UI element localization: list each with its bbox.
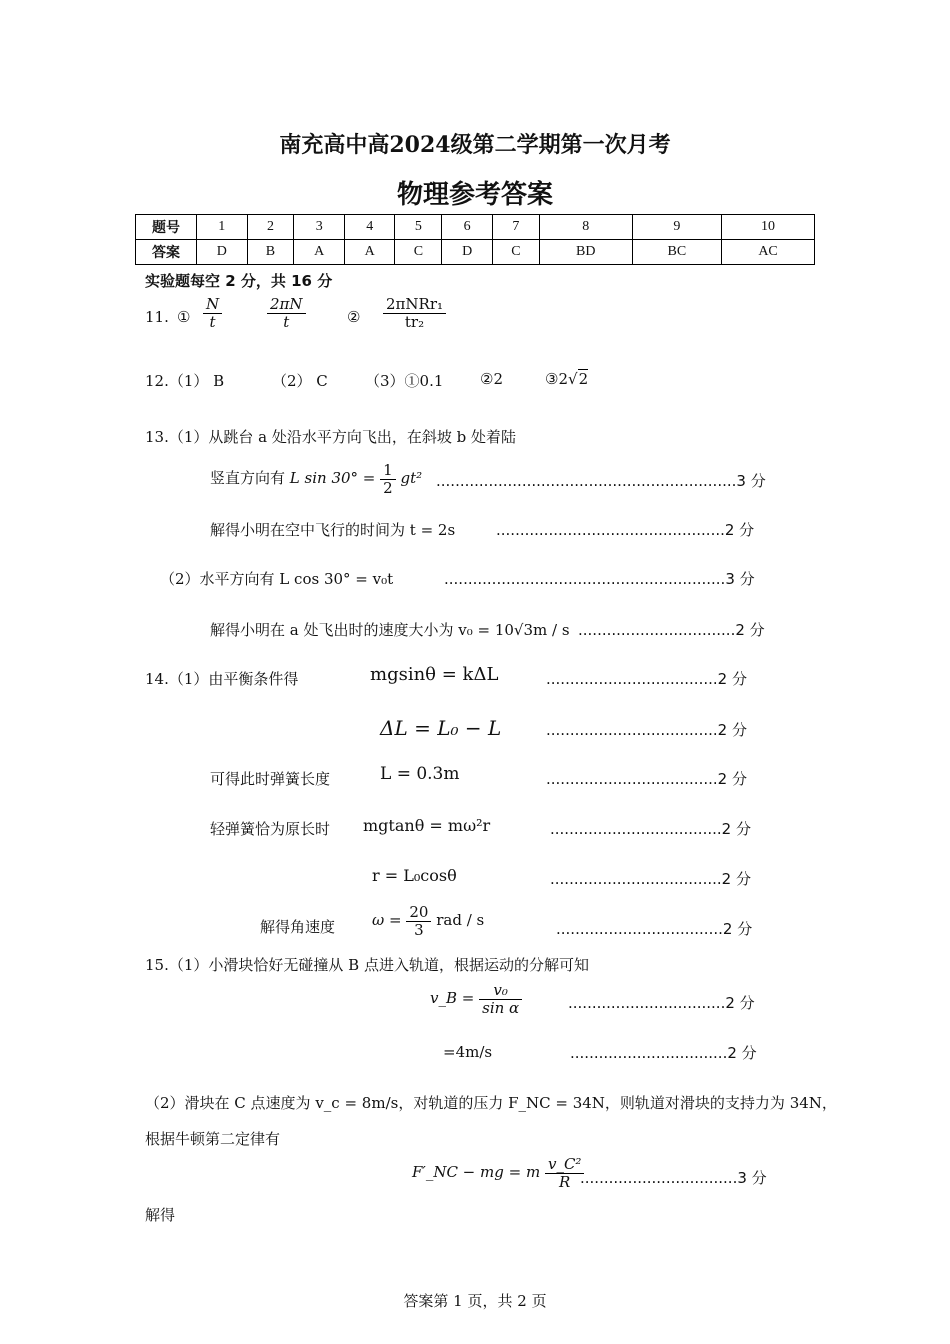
q15-line-1: 15.（1）小滑块恰好无碰撞从 B 点进入轨道，根据运动的分解可知 — [145, 956, 589, 974]
q14-l2-eq: ΔL = L₀ − L — [380, 716, 502, 740]
q15-line-5: 根据牛顿第二定律有 — [145, 1130, 281, 1148]
page-footer: 答案第 1 页，共 2 页 — [403, 1292, 547, 1310]
q14-line-1: 14.（1）由平衡条件得 — [145, 670, 299, 688]
q14-l1-eq: mgsinθ = kΔL — [370, 664, 499, 685]
q14-l2-score: ....................................2 分 — [546, 721, 747, 739]
q13-l4-score: ...........................................................3 分 — [444, 570, 755, 588]
table-cell: D — [442, 240, 493, 265]
fraction-denominator: sin α — [482, 998, 520, 1017]
q15-line-7: 解得 — [145, 1206, 176, 1224]
q13-line-4: （2）水平方向有 L cos 30° = v₀t — [160, 570, 394, 588]
q14-line-6: 解得角速度 — [260, 918, 336, 936]
q14-line-4: 轻弹簧恰为原长时 — [210, 820, 331, 838]
q14-l4-score: ....................................2 分 — [550, 820, 751, 838]
experiment-note: 实验题每空 2 分，共 16 分 — [145, 272, 333, 290]
q15-l2-eq — [430, 982, 522, 1016]
q14-l6-eq — [372, 904, 484, 938]
q15-l6-eq-a: F′_NC − mg = m — [412, 1163, 541, 1181]
fraction-denominator: R — [559, 1172, 571, 1191]
q13-line-2 — [210, 462, 422, 496]
q13-line-1: 13.（1）从跳台 a 处沿水平方向飞出，在斜坡 b 处着陆 — [145, 428, 517, 446]
fraction-denominator: t — [283, 312, 290, 331]
q14-l5-score: ....................................2 分 — [550, 870, 751, 888]
table-cell: 9 — [632, 215, 721, 240]
q12-circle-3: ③ — [545, 370, 559, 388]
q15-l6-fraction — [545, 1156, 584, 1190]
q15-l6-score: .................................3 分 — [580, 1169, 767, 1187]
q12-part-3: （3）①0.1 — [365, 372, 444, 390]
q14-l6-eq-b: rad / s — [436, 911, 485, 929]
table-cell: C — [395, 240, 442, 265]
q13-l2-eq-b: gt² — [400, 469, 423, 487]
q14-l6-score: ...................................2 分 — [556, 920, 753, 938]
q11-circle-1: ① — [177, 308, 191, 326]
q15-line-4: （2）滑块在 C 点速度为 v_c = 8m/s，对轨道的压力 F_NC = 34N，则轨道对滑块的支持力为 34N， — [145, 1094, 837, 1112]
table-cell: 5 — [395, 215, 442, 240]
q14-l5-eq: r = L₀cosθ — [372, 866, 457, 885]
table-cell: C — [492, 240, 539, 265]
table-cell: A — [344, 240, 395, 265]
table-cell: D — [197, 240, 248, 265]
q14-l3-eq: L = 0.3m — [380, 764, 460, 784]
q15-l2-fraction — [479, 982, 522, 1016]
q13-l2-score: ...............................................................3 分 — [436, 472, 766, 490]
q14-l1-score: ....................................2 分 — [546, 670, 747, 688]
table-cell: BD — [539, 240, 632, 265]
q12-coef: 2 — [558, 370, 568, 388]
q14-l4-eq: mgtanθ = mω²r — [363, 816, 491, 835]
table-cell: A — [294, 240, 345, 265]
fraction-numerator: v_C² — [545, 1156, 584, 1174]
q13-l2-eq-a: L sin 30° = — [289, 469, 376, 487]
table-cell: 10 — [722, 215, 815, 240]
fraction-numerator: v₀ — [479, 982, 522, 1000]
q11-fraction-2 — [267, 296, 306, 330]
table-cell: BC — [632, 240, 721, 265]
q13-l5-score: .................................2 分 — [578, 621, 765, 639]
sqrt-icon: √ — [568, 370, 578, 388]
table-row-answers — [136, 240, 815, 265]
fraction-numerator: 2πN — [267, 296, 306, 314]
q13-l3-score: ................................................2 分 — [496, 521, 755, 539]
table-cell: 6 — [442, 215, 493, 240]
fraction-numerator: 1 — [380, 462, 396, 480]
table-cell: AC — [722, 240, 815, 265]
q15-l3-score: .................................2 分 — [570, 1044, 757, 1062]
q14-l3-score: ....................................2 分 — [546, 770, 747, 788]
table-header-number: 题号 — [136, 215, 197, 240]
q12-part-4: ②2 — [480, 370, 503, 388]
q13-line-3: 解得小明在空中飞行的时间为 t = 2s — [210, 521, 456, 539]
fraction-denominator: t — [209, 312, 216, 331]
fraction-numerator: N — [203, 296, 222, 314]
q11-fraction-1 — [203, 296, 222, 330]
q13-l2-fraction — [380, 462, 396, 496]
q14-line-3: 可得此时弹簧长度 — [210, 770, 331, 788]
answer-table — [135, 214, 815, 265]
table-cell: 1 — [197, 215, 248, 240]
fraction-denominator: tr₂ — [404, 312, 425, 331]
q15-l2-score: .................................2 分 — [568, 994, 755, 1012]
q15-l2-eq-a: v_B = — [430, 989, 475, 1007]
page-title: 南充高中高2024级第二学期第一次月考 — [279, 132, 671, 158]
q14-l6-eq-a: ω = — [372, 911, 402, 929]
table-row-numbers — [136, 215, 815, 240]
fraction-numerator: 2πNRr₁ — [383, 296, 446, 314]
page-subtitle: 物理参考答案 — [396, 180, 553, 210]
q13-l2-text: 竖直方向有 — [210, 469, 286, 487]
table-cell: B — [247, 240, 294, 265]
q11-fraction-3 — [383, 296, 446, 330]
q14-l6-fraction — [406, 904, 431, 938]
q15-l3-eq: =4m/s — [443, 1043, 493, 1061]
q12-part-2: （2） C — [272, 372, 328, 390]
q11-circle-2: ② — [347, 308, 361, 326]
table-cell: 2 — [247, 215, 294, 240]
q12-part-5 — [545, 370, 588, 388]
table-header-answer: 答案 — [136, 240, 197, 265]
q12-part-1: 12.（1） B — [145, 372, 225, 390]
table-cell: 7 — [492, 215, 539, 240]
table-cell: 4 — [344, 215, 395, 240]
q13-line-5: 解得小明在 a 处飞出时的速度大小为 v₀ = 10√3m / s — [210, 621, 570, 639]
table-cell: 3 — [294, 215, 345, 240]
fraction-denominator: 3 — [414, 920, 424, 939]
q12-radicand: 2 — [578, 370, 589, 388]
q15-l6-eq — [412, 1156, 584, 1190]
q11-number: 11. — [145, 308, 169, 326]
fraction-denominator: 2 — [383, 478, 393, 497]
table-cell: 8 — [539, 215, 632, 240]
fraction-numerator: 20 — [406, 904, 431, 922]
